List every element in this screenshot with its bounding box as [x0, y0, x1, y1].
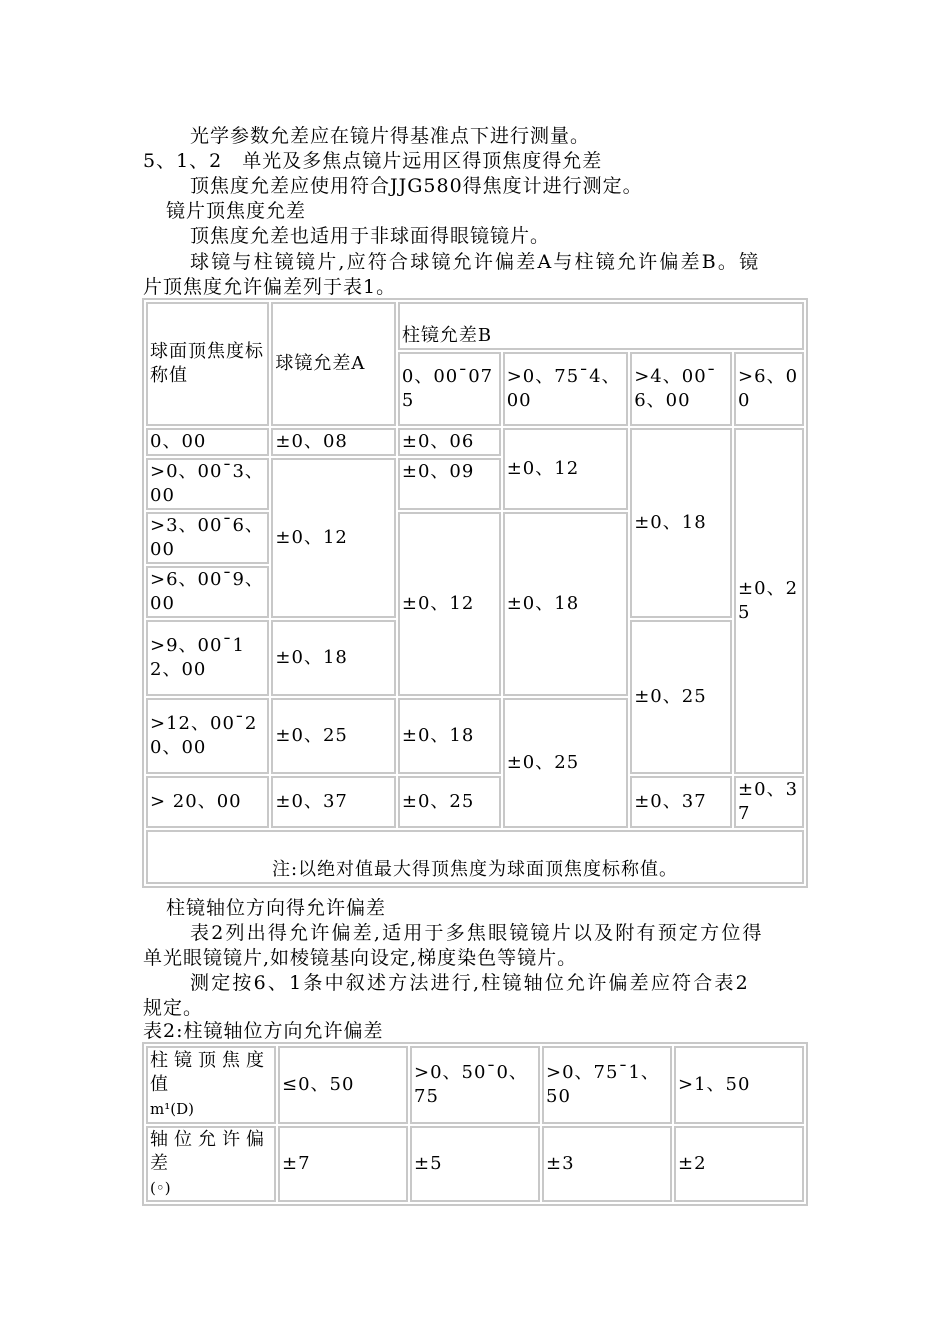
cell-a-r1: ±0、08: [271, 428, 395, 456]
t2-header-label: [146, 1046, 276, 1124]
cell-b3-r7: ±0、37: [630, 776, 732, 828]
table-vertex-power-tolerance: [142, 298, 808, 888]
paragraph-focimeter: 顶焦度允差应使用符合JJG580得焦度计进行测定。: [190, 175, 643, 197]
header-sphere-tolerance: 球镜允差A: [271, 302, 395, 426]
t2-value-unit: (◦): [150, 1179, 171, 1197]
cell-a-r7: ±0、37: [271, 776, 395, 828]
paragraph-measure-line2: 规定。: [143, 997, 204, 1019]
row-label-5: >9、00¯12、00: [146, 620, 269, 696]
row-label-2: >0、00¯3、00: [146, 458, 269, 510]
table2-caption: 表2:柱镜轴位方向允许偏差: [143, 1020, 384, 1042]
t2-value-3: ±3: [542, 1126, 672, 1202]
section-heading-5-1-2: 5、1、2 单光及多焦点镜片远用区得顶焦度得允差: [143, 150, 603, 172]
t2-value-label-text: 轴位允许偏差: [150, 1129, 270, 1174]
row-label-4: >6、00¯9、00: [146, 566, 269, 618]
cell-b3-r5-6: ±0、25: [630, 620, 732, 774]
header-cyl-range-4: >6、00: [734, 352, 804, 426]
table-axis-tolerance: [142, 1042, 808, 1206]
row-label-6: >12、00¯20、00: [146, 698, 269, 774]
cell-b1-r1: ±0、06: [398, 428, 501, 456]
paragraph-aspheric: 顶焦度允差也适用于非球面得眼镜镜片。: [190, 225, 551, 247]
subheading-vertex-power-tolerance: 镜片顶焦度允差: [166, 200, 307, 222]
cell-b2-r1-2: ±0、12: [503, 428, 628, 510]
header-cylinder-tolerance: 柱镜允差B: [398, 302, 804, 350]
cell-b4-r7: ±0、37: [734, 776, 804, 828]
t2-range-1: ≤0、50: [278, 1046, 408, 1124]
row-label-1: 0、00: [146, 428, 269, 456]
paragraph-measure-line1: 测定按6、1条中叙述方法进行,柱镜轴位允许偏差应符合表2: [190, 972, 750, 994]
paragraph-measurement: 光学参数允差应在镜片得基准点下进行测量。: [190, 125, 591, 147]
t2-value-2: ±5: [410, 1126, 540, 1202]
t2-range-4: >1、50: [674, 1046, 804, 1124]
row-label-7: > 20、00: [146, 776, 269, 828]
cell-a-r2-4: ±0、12: [271, 458, 395, 618]
subheading-axis-tolerance: 柱镜轴位方向得允许偏差: [166, 897, 387, 919]
t2-value-4: ±2: [674, 1126, 804, 1202]
cell-b2-r3-5: ±0、18: [503, 512, 628, 696]
cell-a-r6: ±0、25: [271, 698, 395, 774]
header-cyl-range-1: 0、00¯075: [398, 352, 501, 426]
t2-header-unit: m¹(D): [150, 1100, 194, 1118]
cell-b1-r7: ±0、25: [398, 776, 501, 828]
table1-note: 注:以绝对值最大得顶焦度为球面顶焦度标称值。: [146, 830, 804, 884]
paragraph-table2-line2: 单光眼镜镜片,如棱镜基向设定,梯度染色等镜片。: [143, 947, 578, 969]
cell-b1-r6: ±0、18: [398, 698, 501, 774]
t2-range-3: >0、75¯1、50: [542, 1046, 672, 1124]
paragraph-sphere-cylinder-line1: 球镜与柱镜镜片,应符合球镜允许偏差A与柱镜允许偏差B。镜: [190, 251, 761, 273]
paragraph-sphere-cylinder-line2: 片顶焦度允许偏差列于表1。: [143, 276, 397, 298]
cell-b1-r3-5: ±0、12: [398, 512, 501, 696]
t2-value-label: [146, 1126, 276, 1202]
header-cyl-range-2: >0、75¯4、00: [503, 352, 628, 426]
row-label-3: >3、00¯6、00: [146, 512, 269, 564]
t2-header-label-text: 柱镜顶焦度值: [150, 1050, 270, 1095]
paragraph-table2-line1: 表2列出得允许偏差,适用于多焦眼镜镜片以及附有预定方位得: [190, 922, 764, 944]
cell-a-r5: ±0、18: [271, 620, 395, 696]
cell-b2-r6-7: ±0、25: [503, 698, 628, 828]
t2-range-2: >0、50¯0、75: [410, 1046, 540, 1124]
cell-b4-r1-6: ±0、25: [734, 428, 804, 774]
header-cyl-range-3: >4、00¯6、00: [630, 352, 732, 426]
cell-b3-r1-4: ±0、18: [630, 428, 732, 618]
t2-value-1: ±7: [278, 1126, 408, 1202]
header-sphere-nominal: 球面顶焦度标称值: [146, 302, 269, 426]
cell-b1-r2: ±0、09: [398, 458, 501, 510]
